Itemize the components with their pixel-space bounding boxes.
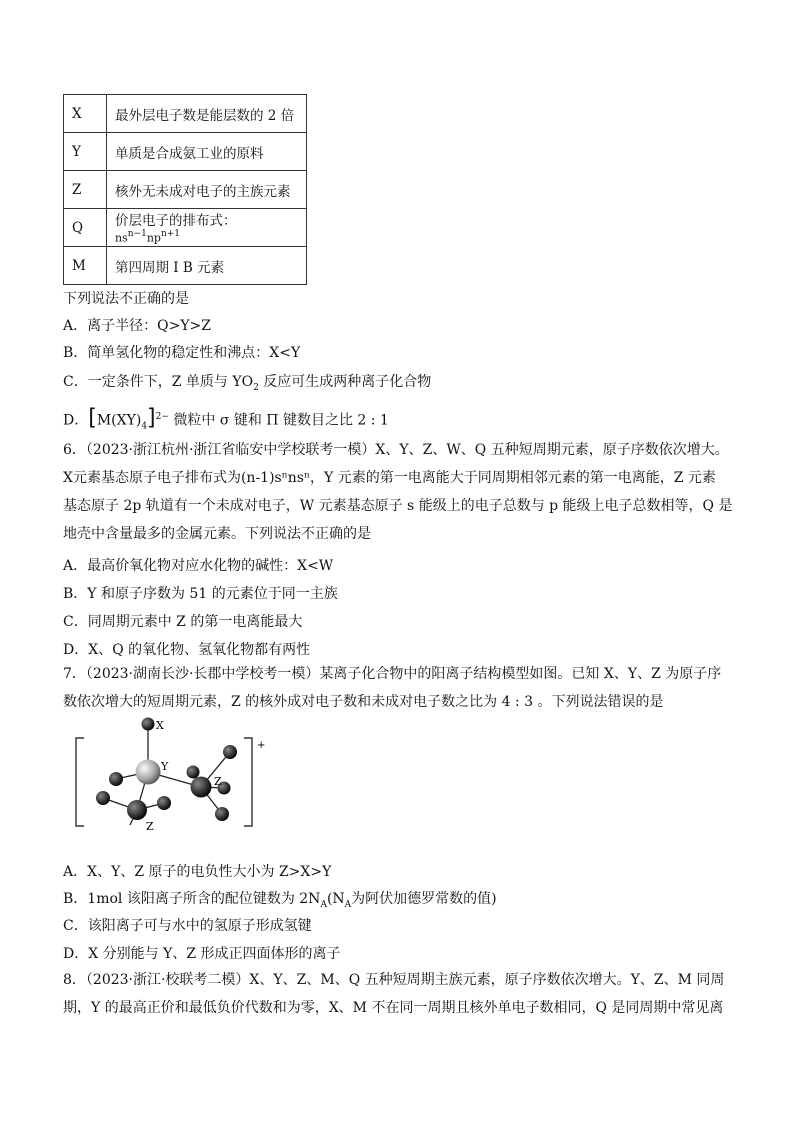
q8-line-2: 期，Y 的最高正价和最低负价代数和为零，X、M 不在同一周期且核外单电子数相同，Q 是同周期中常见离: [63, 1000, 724, 1016]
q5-option-a: A．离子半径：Q>Y>Z: [63, 318, 212, 334]
q5-stem: 下列说法不正确的是: [63, 291, 189, 307]
table-row: [64, 171, 307, 209]
q7-line-2: 数依次增大的短周期元素，Z 的核外成对电子数和未成对电子数之比为 4 : 3 。下列说法错误的是: [63, 694, 664, 710]
q6-option-a: A．最高价氧化物对应水化物的碱性：X<W: [63, 558, 334, 574]
table-cell-key: Z: [64, 171, 107, 209]
atom-x: [223, 745, 237, 759]
q6-stem: [63, 436, 735, 548]
complex-sub: 4: [141, 421, 148, 432]
table-row: [64, 209, 307, 247]
q6-line-2: X元素基态原子电子排布式为(n-1)sⁿnsⁿ，Y 元素的第一电离能大于同周期相邻元素的第一电离能，Z 元素: [63, 470, 716, 486]
table-cell-desc: 核外无未成对电子的主族元素: [107, 171, 307, 209]
table-cell-key: X: [64, 95, 107, 133]
option-b-mid: (N: [326, 891, 345, 907]
q5-option-b: B．简单氢化物的稳定性和沸点：X<Y: [63, 345, 301, 361]
option-d-suffix: 微粒中 σ 键和 Π 键数目之比 2 : 1: [168, 412, 389, 429]
q7-stem: [63, 660, 735, 716]
q7-option-a: A．X、Y、Z 原子的电负性大小为 Z>X>Y: [63, 864, 332, 880]
figure-left-bracket: [76, 738, 84, 826]
table-cell-desc: 单质是合成氨工业的原料: [107, 133, 307, 171]
table-cell-key: M: [64, 247, 107, 285]
complex-ligand: (XY): [111, 412, 142, 429]
complex-m: M: [96, 412, 112, 429]
left-bracket: [: [88, 405, 97, 431]
table-cell-key: Y: [64, 133, 107, 171]
config-np: np: [146, 231, 161, 245]
atom-y: [136, 760, 161, 785]
config-ns: ns: [115, 231, 128, 245]
label-z: Z: [214, 775, 222, 788]
q7-option-b: [63, 889, 497, 915]
complex-charge: 2−: [155, 412, 169, 422]
figure-charge: +: [257, 740, 266, 751]
table-row: [64, 247, 307, 285]
table-cell-key: Q: [64, 209, 107, 247]
atom-x: [215, 807, 229, 821]
atom-x: [96, 791, 110, 805]
table-cell-desc: [107, 209, 307, 247]
cation-structure-figure: [70, 712, 280, 836]
q8-line-1: 8．（2023·浙江·校联考二模）X、Y、Z、M、Q 五种短周期主族元素，原子序数依次增大。Y、Z、M 同周: [63, 972, 725, 988]
label-z: Z: [146, 820, 154, 833]
q5-option-c: [63, 372, 431, 398]
q6-line-1: 6．（2023·浙江杭州·浙江省临安中学校联考一模）X、Y、Z、W、Q 五种短周期元素，原子序数依次增大。: [63, 442, 729, 458]
q8-stem: [63, 966, 735, 1022]
atom-x: [187, 766, 200, 779]
q6-option-c: C．同周期元素中 Z 的第一电离能最大: [63, 614, 303, 630]
option-b-prefix: B．1mol 该阳离子所含的配位键数为 2N: [63, 891, 321, 907]
table-cell-desc: 最外层电子数是能层数的 2 倍: [107, 95, 307, 133]
option-c-suffix: 反应可生成两种离子化合物: [258, 374, 432, 390]
config-sup1: n−1: [127, 229, 147, 240]
q5-option-d: [63, 404, 389, 439]
formula-yo: YO: [232, 374, 254, 390]
right-bracket: ]: [147, 405, 156, 431]
avogadro-sub: A: [320, 899, 327, 910]
option-b-suffix: 为阿伏加德罗常数的值): [351, 891, 497, 907]
atom-x: [157, 796, 171, 810]
q7-option-d: D．X 分别能与 Y、Z 形成正四面体形的离子: [63, 946, 341, 962]
table-row: [64, 95, 307, 133]
atom-x: [142, 718, 155, 731]
formula-sub: 2: [253, 382, 259, 393]
q7-option-c: C．该阳离子可与水中的氢原子形成氢键: [63, 918, 312, 934]
label-y: Y: [161, 760, 169, 773]
q6-option-b: B．Y 和原子序数为 51 的元素位于同一主族: [63, 586, 338, 602]
option-c-prefix: C．一定条件下，Z 单质与: [63, 374, 233, 390]
config-sup2: n+1: [160, 229, 181, 240]
q6-line-3: 基态原子 2p 轨道有一个未成对电子，W 元素基态原子 s 能级上的电子总数与 p 能级上电子总数相等，Q 是: [63, 498, 733, 514]
option-d-prefix: D．: [63, 412, 89, 429]
q6-option-d: D．X、Q 的氧化物、氢氧化物都有两性: [63, 642, 311, 658]
label-x: X: [156, 719, 164, 732]
element-info-table: [63, 94, 307, 285]
q7-line-1: 7．（2023·湖南长沙·长郡中学校考一模）某离子化合物中的阳离子结构模型如图。已知 X、Y、Z 为原子序: [63, 666, 722, 682]
atom-z: [191, 777, 212, 798]
avogadro-sub: A: [344, 899, 352, 910]
desc-prefix: 价层电子的排布式：: [115, 213, 237, 230]
figure-right-bracket: [244, 738, 252, 826]
table-row: [64, 133, 307, 171]
table-cell-desc: 第四周期 I B 元素: [107, 247, 307, 285]
q6-line-4: 地壳中含量最多的金属元素。下列说法不正确的是: [63, 526, 371, 542]
atom-z: [127, 800, 147, 820]
atom-x: [109, 772, 123, 786]
